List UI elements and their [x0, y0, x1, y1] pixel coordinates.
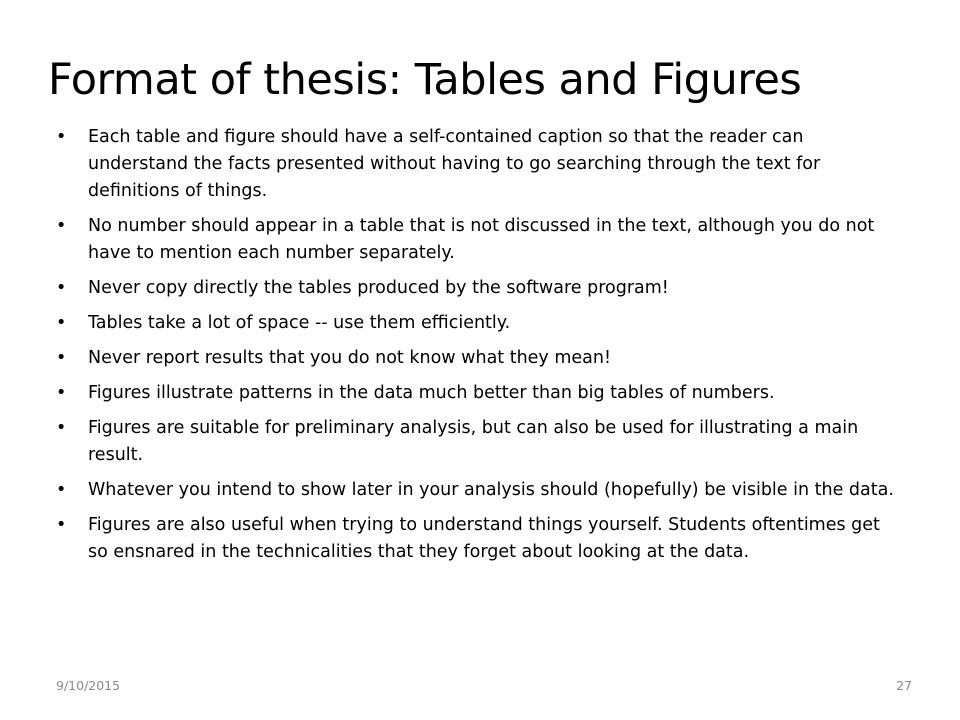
bullet-text: Tables take a lot of space -- use them efficiently.: [88, 313, 511, 333]
bullet-item-6: [48, 380, 898, 407]
bullet-text: Each table and figure should have a self-contained caption so that the reader can understand the facts presented without having to go searching through the text for definitions of things.: [88, 127, 821, 201]
bullet-marker: •: [56, 313, 67, 333]
bullet-text: Never report results that you do not know what they mean!: [88, 348, 612, 368]
bullet-text: No number should appear in a table that is not discussed in the text, although you do not have to mention each number separately.: [88, 216, 875, 263]
bullet-marker: •: [56, 278, 67, 298]
bullet-text: Figures illustrate patterns in the data much better than big tables of numbers.: [88, 383, 775, 403]
bullet-marker: •: [56, 515, 67, 535]
bullet-item-1: [48, 124, 898, 205]
bullet-item-5: [48, 345, 898, 372]
bullet-text: Never copy directly the tables produced by the software program!: [88, 278, 669, 298]
bullet-marker: •: [56, 216, 67, 236]
bullet-text: Whatever you intend to show later in your analysis should (hopefully) be visible in the data.: [88, 480, 894, 500]
bullet-list: [48, 124, 898, 574]
footer-page-number: 27: [896, 678, 912, 693]
bullet-item-7: [48, 415, 898, 469]
bullet-item-9: [48, 512, 898, 566]
bullet-marker: •: [56, 383, 67, 403]
bullet-marker: •: [56, 480, 67, 500]
bullet-text: Figures are suitable for preliminary analysis, but can also be used for illustrating a main result.: [88, 418, 859, 465]
bullet-marker: •: [56, 127, 67, 147]
slide-title: Format of thesis: Tables and Figures: [48, 55, 802, 105]
bullet-marker: •: [56, 418, 67, 438]
bullet-item-3: [48, 275, 898, 302]
footer-date: 9/10/2015: [56, 678, 121, 693]
bullet-item-2: [48, 213, 898, 267]
bullet-item-4: [48, 310, 898, 337]
bullet-text: Figures are also useful when trying to understand things yourself. Students oftentimes get so ensnared in the technicalities that they forget about looking at the data.: [88, 515, 880, 562]
bullet-marker: •: [56, 348, 67, 368]
bullet-item-8: [48, 477, 898, 504]
